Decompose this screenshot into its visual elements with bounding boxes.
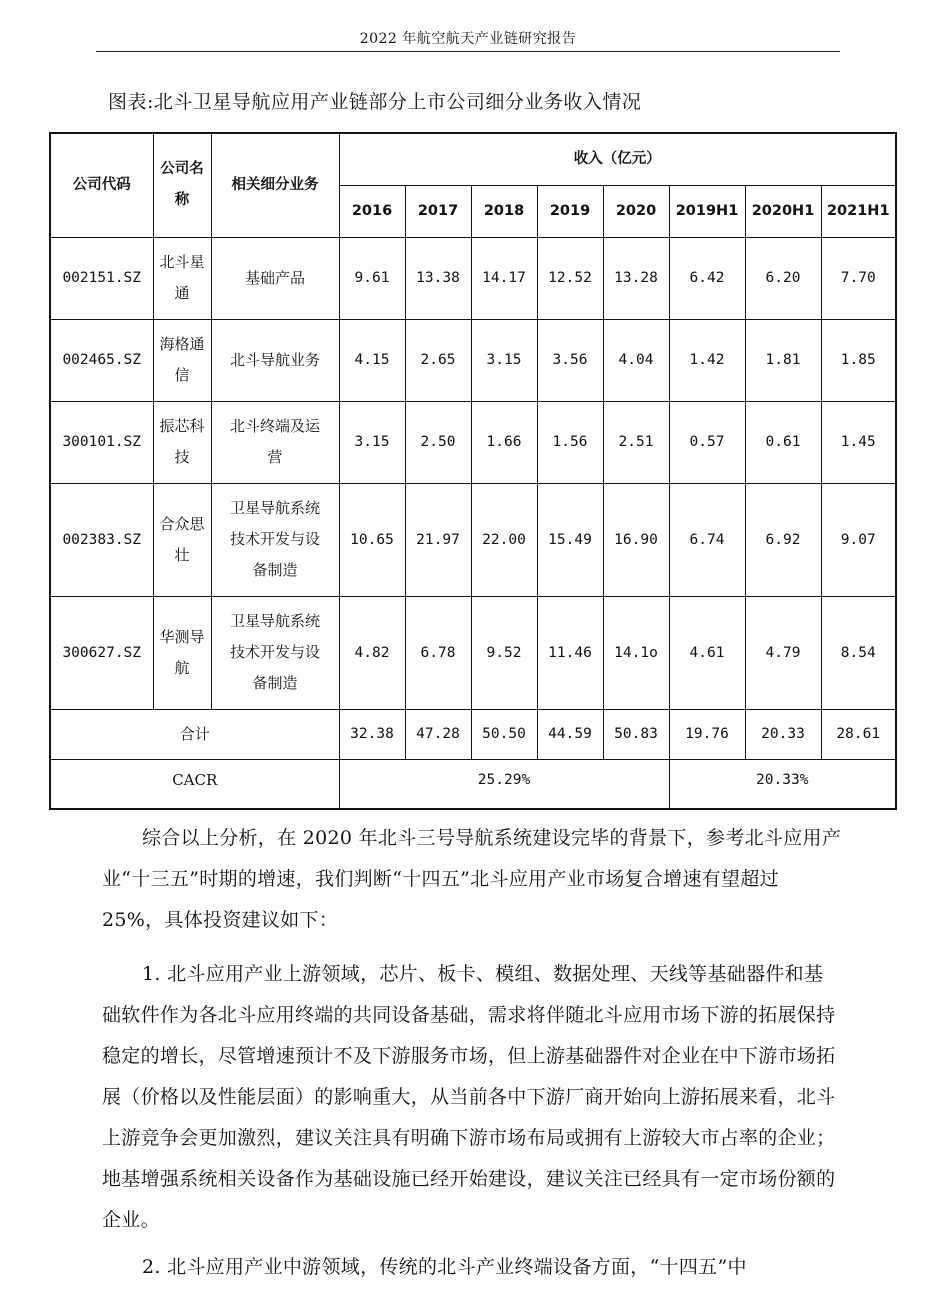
company-code: 002383.SZ bbox=[50, 483, 153, 596]
revenue-cell: 11.46 bbox=[537, 596, 603, 709]
revenue-cell: 1.45 bbox=[821, 401, 896, 483]
revenue-cell: 1.81 bbox=[745, 319, 821, 401]
header-year: 2019 bbox=[537, 185, 603, 237]
revenue-cell: 0.61 bbox=[745, 401, 821, 483]
total-cell: 50.50 bbox=[471, 709, 537, 759]
total-cell: 20.33 bbox=[745, 709, 821, 759]
revenue-cell: 13.28 bbox=[603, 237, 669, 319]
table-row bbox=[50, 401, 896, 483]
segment: 卫星导航系统技术开发与设备制造 bbox=[211, 596, 339, 709]
cagr-half: 20.33% bbox=[669, 759, 896, 809]
company-code: 300101.SZ bbox=[50, 401, 153, 483]
revenue-cell: 0.57 bbox=[669, 401, 745, 483]
header-year: 2020H1 bbox=[745, 185, 821, 237]
revenue-table bbox=[49, 132, 897, 810]
header-year: 2019H1 bbox=[669, 185, 745, 237]
revenue-cell: 1.85 bbox=[821, 319, 896, 401]
revenue-cell: 9.61 bbox=[339, 237, 405, 319]
header-segment: 相关细分业务 bbox=[211, 133, 339, 237]
company-name: 合众思壮 bbox=[153, 483, 211, 596]
header-year: 2020 bbox=[603, 185, 669, 237]
revenue-cell: 2.51 bbox=[603, 401, 669, 483]
segment: 卫星导航系统技术开发与设备制造 bbox=[211, 483, 339, 596]
total-cell: 44.59 bbox=[537, 709, 603, 759]
header-company-code: 公司代码 bbox=[50, 133, 153, 237]
total-cell: 28.61 bbox=[821, 709, 896, 759]
table-row bbox=[50, 596, 896, 709]
revenue-cell: 14.1o bbox=[603, 596, 669, 709]
revenue-cell: 6.20 bbox=[745, 237, 821, 319]
table-caption: 图表:北斗卫星导航应用产业链部分上市公司细分业务收入情况 bbox=[108, 91, 642, 113]
revenue-cell: 6.42 bbox=[669, 237, 745, 319]
segment: 北斗导航业务 bbox=[211, 319, 339, 401]
revenue-cell: 15.49 bbox=[537, 483, 603, 596]
revenue-cell: 4.15 bbox=[339, 319, 405, 401]
revenue-cell: 3.15 bbox=[471, 319, 537, 401]
revenue-cell: 14.17 bbox=[471, 237, 537, 319]
revenue-cell: 1.42 bbox=[669, 319, 745, 401]
revenue-cell: 2.65 bbox=[405, 319, 471, 401]
cagr-row bbox=[50, 759, 896, 809]
revenue-cell: 3.15 bbox=[339, 401, 405, 483]
header-rule bbox=[96, 51, 840, 52]
total-cell: 19.76 bbox=[669, 709, 745, 759]
revenue-cell: 1.66 bbox=[471, 401, 537, 483]
total-cell: 47.28 bbox=[405, 709, 471, 759]
paragraph-upstream: 1. 北斗应用产业上游领域，芯片、板卡、模组、数据处理、天线等基础器件和基础软件作为各北斗应用终端的共同设备基础，需求将伴随北斗应用市场下游的拓展保持稳定的增长，尽管增速预计不及下游服务市场，但上游基础器件对企业在中下游市场拓展（价格以及性能层面）的影响重大，从当前各中下游厂商开始向上游拓展来看，北斗上游竞争会更加激烈，建议关注具有明确下游市场布局或拥有上游较大市占率的企业；地基增强系统相关设备作为基础设施已经开始建设，建议关注已经具有一定市场份额的企业。 bbox=[102, 963, 836, 1231]
cagr-annual: 25.29% bbox=[339, 759, 669, 809]
header-company-name: 公司名称 bbox=[153, 133, 211, 237]
company-name: 华测导航 bbox=[153, 596, 211, 709]
revenue-cell: 13.38 bbox=[405, 237, 471, 319]
segment: 基础产品 bbox=[211, 237, 339, 319]
company-code: 002151.SZ bbox=[50, 237, 153, 319]
revenue-cell: 4.82 bbox=[339, 596, 405, 709]
revenue-cell: 6.92 bbox=[745, 483, 821, 596]
revenue-cell: 1.56 bbox=[537, 401, 603, 483]
revenue-cell: 10.65 bbox=[339, 483, 405, 596]
revenue-cell: 3.56 bbox=[537, 319, 603, 401]
total-cell: 50.83 bbox=[603, 709, 669, 759]
company-name: 振芯科技 bbox=[153, 401, 211, 483]
revenue-cell: 7.70 bbox=[821, 237, 896, 319]
table-row bbox=[50, 483, 896, 596]
revenue-cell: 22.00 bbox=[471, 483, 537, 596]
revenue-cell: 6.74 bbox=[669, 483, 745, 596]
revenue-cell: 4.61 bbox=[669, 596, 745, 709]
header-revenue: 收入（亿元） bbox=[339, 133, 896, 185]
company-name: 北斗星通 bbox=[153, 237, 211, 319]
revenue-cell: 16.90 bbox=[603, 483, 669, 596]
table-row bbox=[50, 237, 896, 319]
header-year: 2018 bbox=[471, 185, 537, 237]
cagr-label: CACR bbox=[50, 759, 339, 809]
revenue-cell: 4.79 bbox=[745, 596, 821, 709]
company-code: 300627.SZ bbox=[50, 596, 153, 709]
header-year: 2016 bbox=[339, 185, 405, 237]
revenue-cell: 9.07 bbox=[821, 483, 896, 596]
company-code: 002465.SZ bbox=[50, 319, 153, 401]
revenue-cell: 8.54 bbox=[821, 596, 896, 709]
total-label: 合计 bbox=[50, 709, 339, 759]
segment: 北斗终端及运营 bbox=[211, 401, 339, 483]
revenue-cell: 2.50 bbox=[405, 401, 471, 483]
revenue-cell: 6.78 bbox=[405, 596, 471, 709]
revenue-cell: 12.52 bbox=[537, 237, 603, 319]
table-row bbox=[50, 319, 896, 401]
company-name: 海格通信 bbox=[153, 319, 211, 401]
total-row bbox=[50, 709, 896, 759]
paragraph-summary: 综合以上分析，在 2020 年北斗三号导航系统建设完毕的背景下，参考北斗应用产业“十三五”时期的增速，我们判断“十四五”北斗应用产业市场复合增速有望超过 25%，具体投资建议如下： bbox=[102, 827, 842, 931]
header-year: 2021H1 bbox=[821, 185, 896, 237]
revenue-cell: 21.97 bbox=[405, 483, 471, 596]
revenue-cell: 9.52 bbox=[471, 596, 537, 709]
total-cell: 32.38 bbox=[339, 709, 405, 759]
paragraph-midstream: 2. 北斗应用产业中游领域，传统的北斗产业终端设备方面，“十四五”中 bbox=[142, 1256, 747, 1278]
header-year: 2017 bbox=[405, 185, 471, 237]
revenue-cell: 4.04 bbox=[603, 319, 669, 401]
report-header: 2022 年航空航天产业链研究报告 bbox=[359, 31, 577, 47]
